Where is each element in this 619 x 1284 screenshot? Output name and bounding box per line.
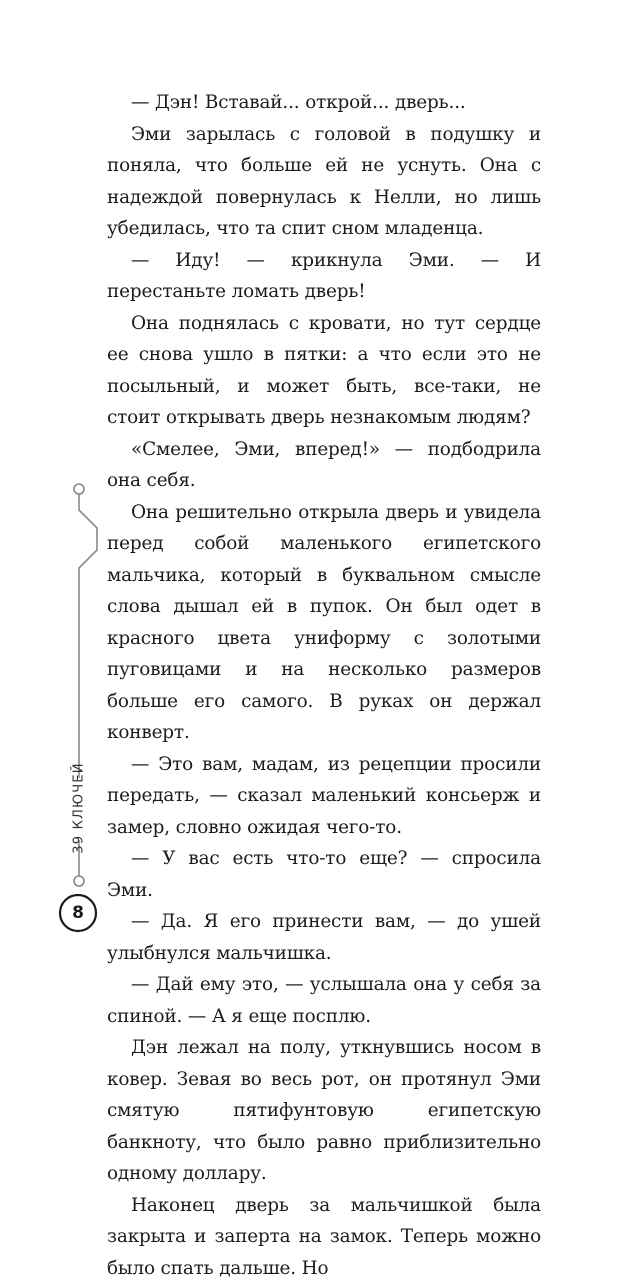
paragraph: Эми зарылась с головой в подушку и поняла, что больше ей не уснуть. Она с надеждой повернулась к Нелли, но лишь убедилась, что та спит сном младенца. <box>107 119 541 245</box>
paragraph: — У вас есть что-то еще? — спросила Эми. <box>107 843 541 906</box>
page-body-text <box>107 87 541 1284</box>
paragraph: Она решительно открыла дверь и увидела перед собой маленького египетского мальчика, который в буквальном смысле слова дышал ей в пупок. Он был одет в красного цвета униформу с золотыми пуговицами и на несколько размеров больше его самого. В руках он держал конверт. <box>107 497 541 749</box>
paragraph: Наконец дверь за мальчишкой была закрыта и заперта на замок. Теперь можно было спать дальше. Но <box>107 1190 541 1284</box>
paragraph: «Смелее, Эми, вперед!» — подбодрила она себя. <box>107 434 541 497</box>
paragraph: — Да. Я его принести вам, — до ушей улыбнулся мальчишка. <box>107 906 541 969</box>
paragraph: Дэн лежал на полу, уткнувшись носом в ковер. Зевая во весь рот, он протянул Эми смятую пятифунтовую египетскую банкноту, что было равно приблизительно одному доллару. <box>107 1032 541 1190</box>
series-title: 39 КЛЮЧЕЙ <box>72 762 87 853</box>
page-number: 8 <box>59 894 97 932</box>
ornament-top-dot <box>74 484 84 494</box>
ornament-line <box>79 494 97 778</box>
paragraph: — Дай ему это, — услышала она у себя за спиной. — А я еще посплю. <box>107 969 541 1032</box>
paragraph: — Иду! — крикнула Эми. — И перестаньте ломать дверь! <box>107 245 541 308</box>
paragraph: Она поднялась с кровати, но тут сердце ее снова ушло в пятки: а что если это не посыльный, и может быть, все-таки, не стоит открывать дверь незнакомым людям? <box>107 308 541 434</box>
paragraph: — Это вам, мадам, из рецепции просили передать, — сказал маленький консьерж и замер, словно ожидая чего-то. <box>107 749 541 844</box>
paragraph: — Дэн! Вставай... открой... дверь... <box>107 87 541 119</box>
margin-ornament <box>0 0 120 1001</box>
ornament-bottom-dot <box>74 876 84 886</box>
